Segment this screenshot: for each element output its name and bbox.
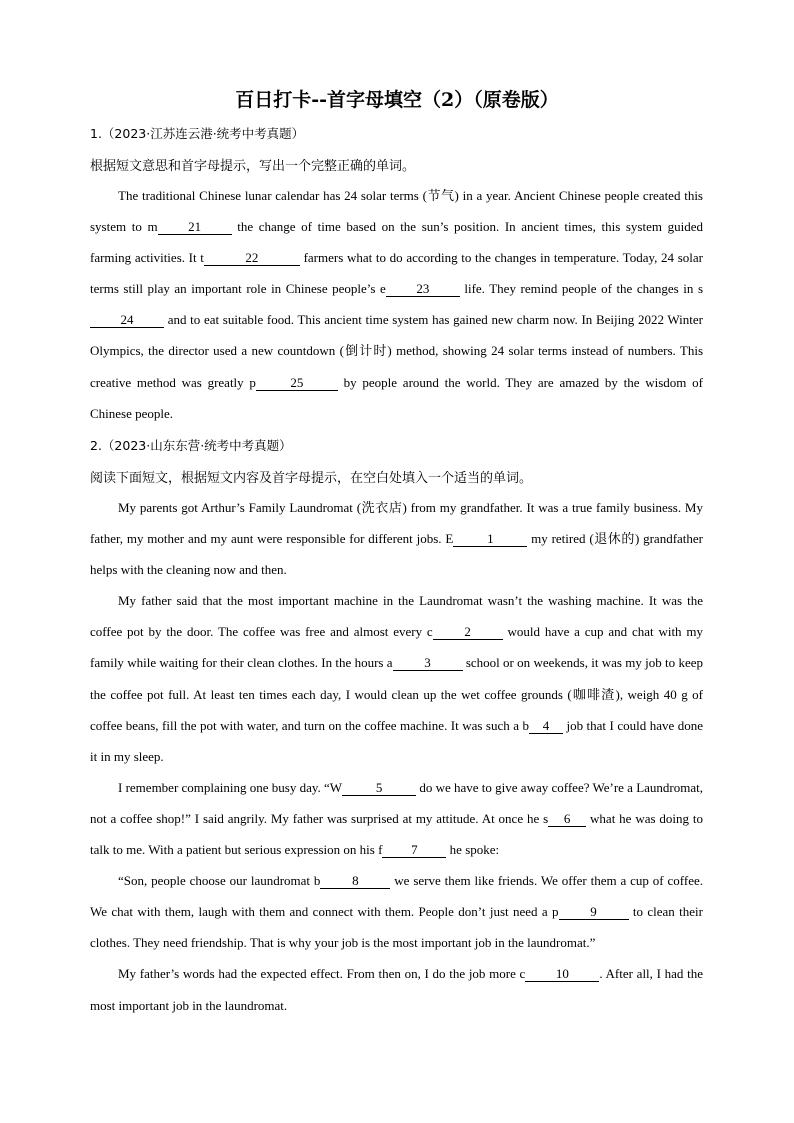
blank-7[interactable]: 7 <box>382 843 446 858</box>
passage-text: to clean their clothes. They need friendship. That is why your job is the most important job in the laundromat.” <box>90 904 703 951</box>
passage-text: we serve them like friends. We offer them a cup of coffee. We chat with them, laugh with them and connect with them. People don’t just need a p <box>90 873 703 920</box>
blank-1[interactable]: 1 <box>453 532 527 547</box>
passage-text: “Son, people choose our laundromat b <box>118 873 321 889</box>
blank-10[interactable]: 10 <box>525 967 599 982</box>
passage-text: the change of time based on the sun’s position. In ancient times, this system guided farming activities. It t <box>90 219 703 266</box>
passage-text: I remember complaining one busy day. “W <box>118 779 343 795</box>
passage-text: My father said that the most important machine in the Laundromat wasn’t the washing machine. It was the coffee pot by the door. The coffee was free and almost every c <box>90 593 703 640</box>
blank-8[interactable]: 8 <box>320 874 390 889</box>
q2-passage <box>90 492 703 1021</box>
q2-paragraph-1 <box>90 492 703 585</box>
passage-text: farmers what to do according to the changes in temperature. Today, 24 solar terms still play an important role in Chinese people’s e <box>90 250 704 297</box>
passage-text: he spoke: <box>446 842 500 858</box>
q2-paragraph-3 <box>90 772 703 865</box>
q2-header: 2.（2023·山东东营·统考中考真题） <box>90 438 292 453</box>
q2-paragraph-2 <box>90 585 703 772</box>
passage-text: do we have to give away coffee? We’re a Laundromat, not a coffee shop!” I said angrily. My father was surprised at my attitude. At once he s <box>90 779 703 826</box>
passage-text: My parents got Arthur’s Family Laundromat (洗衣店) from my grandfather. It was a true family business. My father, my mother and my aunt were responsible for different jobs. E <box>90 500 703 547</box>
q2-paragraph-4 <box>90 865 703 958</box>
q1-header: 1.（2023·江苏连云港·统考中考真题） <box>90 126 305 141</box>
q1-passage <box>90 180 703 429</box>
q2-instruction: 阅读下面短文，根据短文内容及首字母提示，在空白处填入一个适当的单词。 <box>90 471 533 486</box>
blank-25[interactable]: 25 <box>256 376 338 391</box>
passage-text: . After all, I had the most important job in the laundromat. <box>90 966 703 1013</box>
blank-21[interactable]: 21 <box>158 220 232 235</box>
q1-paragraph <box>90 180 703 429</box>
blank-23[interactable]: 23 <box>386 282 460 297</box>
passage-text: by people around the world. They are amazed by the wisdom of Chinese people. <box>90 374 703 421</box>
blank-22[interactable]: 22 <box>204 251 300 266</box>
page-title: 百日打卡--首字母填空（2）（原卷版） <box>235 89 559 111</box>
passage-text: and to eat suitable food. This ancient time system has gained new charm now. In Beijing 2022 Winter Olympics, the director used a new countdown (倒计时) method, showing 24 solar terms instead of numbers. This creative method was greatly p <box>90 312 703 390</box>
passage-text: The traditional Chinese lunar calendar has 24 solar terms (节气) in a year. Ancient Chinese people created this system to m <box>90 188 703 235</box>
blank-4[interactable]: 4 <box>529 719 563 734</box>
passage-text: job that I could have done it in my sleep. <box>90 717 703 764</box>
blank-3[interactable]: 3 <box>393 656 463 671</box>
blank-24[interactable]: 24 <box>90 313 164 328</box>
blank-5[interactable]: 5 <box>342 781 416 796</box>
blank-9[interactable]: 9 <box>559 905 629 920</box>
q2-paragraph-5 <box>90 958 703 1020</box>
passage-text: school or on weekends, it was my job to keep the coffee pot full. At least ten times each day, I would clean up the wet coffee grounds (咖啡渣), weigh 40 g of coffee beans, fill the pot with water, and turn on the coffee machine. It was such a b <box>90 655 704 733</box>
passage-text: my retired (退休的) grandfather helps with the cleaning now and then. <box>90 531 703 578</box>
blank-2[interactable]: 2 <box>433 625 503 640</box>
passage-text: what he was doing to talk to me. With a patient but serious expression on his f <box>90 810 703 858</box>
passage-text: life. They remind people of the changes in s <box>459 281 704 297</box>
passage-text: My father’s words had the expected effect. From then on, I do the job more c <box>118 966 526 982</box>
q1-instruction: 根据短文意思和首字母提示，写出一个完整正确的单词。 <box>90 159 416 174</box>
blank-6[interactable]: 6 <box>548 812 586 827</box>
passage-text: would have a cup and chat with my family while waiting for their clean clothes. In the hours a <box>90 624 703 671</box>
